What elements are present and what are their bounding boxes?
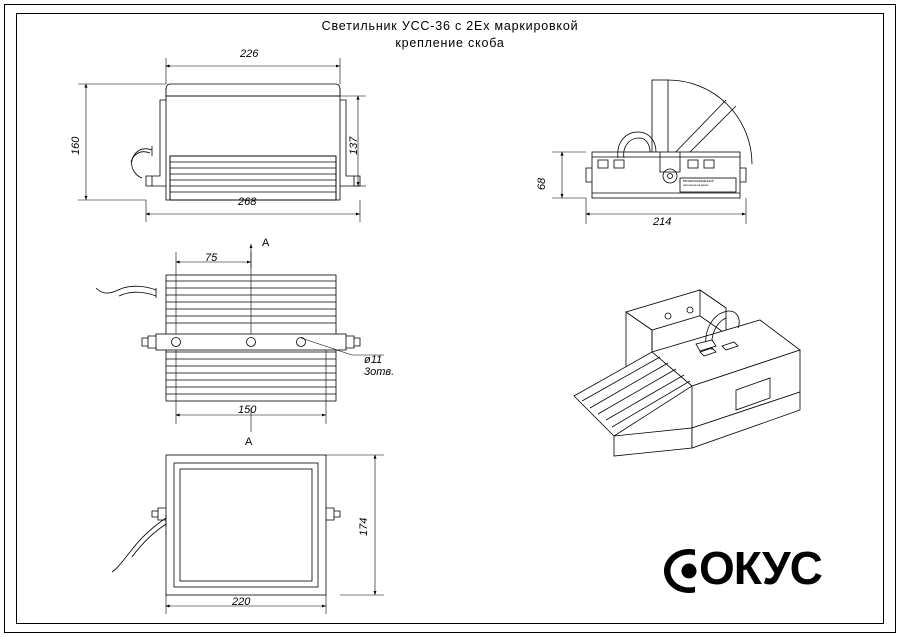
- nameplate-text-line1: ВЗРЫВОЗАЩИЩЁННЫЙ: [683, 180, 714, 183]
- dim-front-height-left: 160: [70, 136, 82, 155]
- nameplate-text-line2: светильник на кронш: [683, 184, 709, 187]
- dim-side-width: 214: [653, 216, 672, 228]
- company-logo: [655, 542, 845, 597]
- top-view-geometry: [96, 275, 360, 401]
- dim-front-width-top: 226: [240, 48, 259, 60]
- isometric-view-geometry: [574, 290, 800, 456]
- bottom-view-geometry: [112, 455, 340, 595]
- page-title-line1: Светильник УСС-36 с 2Ех маркировкой: [321, 19, 579, 33]
- dim-bottom-height: 174: [358, 517, 370, 536]
- dim-hole-diameter: ø11: [364, 354, 383, 366]
- dim-hole-count: 3отв.: [364, 366, 395, 378]
- dim-front-width-bottom: 268: [238, 196, 257, 208]
- dim-bottom-width: 220: [232, 596, 251, 608]
- dim-front-height-right: 137: [348, 136, 360, 155]
- dim-side-height: 68: [536, 177, 548, 190]
- front-view-geometry: [131, 84, 360, 200]
- side-view-geometry: [586, 80, 752, 198]
- section-label-a-bottom: A: [245, 436, 253, 448]
- page-title-line2: крепление скоба: [395, 36, 505, 50]
- logo-wordmark: ОКУС: [699, 542, 822, 594]
- section-label-a-top: A: [262, 237, 270, 249]
- dim-top-width: 150: [238, 404, 257, 416]
- dim-top-offset: 75: [205, 252, 218, 264]
